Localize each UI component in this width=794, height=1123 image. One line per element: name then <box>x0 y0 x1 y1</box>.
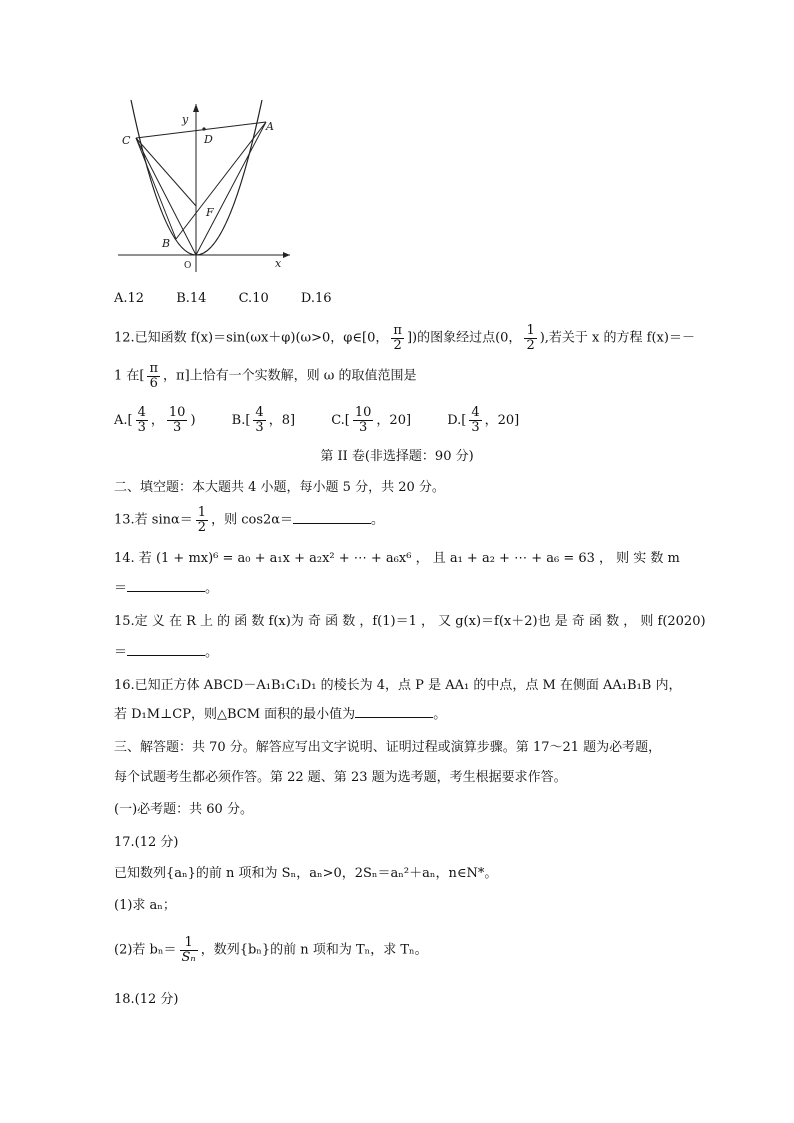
frac-den: Sₙ <box>181 949 196 965</box>
q12-frac-1-2 <box>524 324 536 352</box>
q12-option-b <box>231 405 296 435</box>
section3-line2: 每个试题考生都必须作答。第 22 题、第 23 题为选考题，考生根据要求作答。 <box>114 770 567 785</box>
q12-option-d <box>447 405 520 435</box>
segment-ca <box>136 122 266 138</box>
frac-den: 3 <box>255 419 264 435</box>
q12-line2 <box>114 362 417 390</box>
q17-stem: 已知数列{aₙ}的前 n 项和为 Sₙ，aₙ>0，2Sₙ＝aₙ²＋aₙ，n∈N*。 <box>114 866 498 881</box>
point-d <box>202 127 205 130</box>
q11-option-d: D.16 <box>300 291 332 306</box>
frac-den: 3 <box>359 419 368 435</box>
q13 <box>114 506 384 534</box>
q11-option-b: B.14 <box>176 291 207 306</box>
q16-end: 。 <box>433 707 447 722</box>
frac-den: 3 <box>471 419 480 435</box>
label-d: D <box>204 133 213 146</box>
frac-num: π <box>393 323 402 338</box>
q16-line2 <box>114 705 446 725</box>
frac-num: π <box>149 361 159 376</box>
q15-answer-blank[interactable] <box>127 643 205 656</box>
parabola-figure <box>114 98 294 273</box>
segment-ba <box>176 122 266 239</box>
section3-line1: 三、解答题：共 70 分。解答应写出文字说明、证明过程或演算步骤。第 17～21 题为必考题， <box>114 740 662 755</box>
q13-text-b: ，则 cos2α＝ <box>211 512 294 528</box>
frac-num: 4 <box>255 405 264 420</box>
frac <box>469 406 481 434</box>
q17-frac <box>180 936 198 964</box>
q15-eq: ＝ <box>114 645 128 660</box>
frac-num: 10 <box>168 405 186 420</box>
q13-end: 。 <box>371 512 385 528</box>
q17-part2-text-b: ，数列{bₙ}的前 n 项和为 Tₙ，求 Tₙ。 <box>200 942 428 958</box>
q12-frac-pi-6 <box>147 362 160 390</box>
q11-option-c: C.10 <box>238 291 269 306</box>
frac-den: 2 <box>197 519 207 535</box>
opt-text: ) <box>190 412 196 428</box>
label-c: C <box>122 134 131 147</box>
frac <box>253 406 265 434</box>
frac-num: 1 <box>197 505 207 520</box>
q17-part1: (1)求 aₙ； <box>114 898 176 913</box>
q12-text-d: 1 在[ <box>114 368 145 384</box>
label-a: A <box>266 120 274 133</box>
q12-option-c <box>331 405 412 435</box>
q11-options <box>114 289 360 309</box>
q14-eq: ＝ <box>114 581 128 596</box>
q15-end: 。 <box>205 645 219 660</box>
y-axis-arrow <box>193 104 199 112</box>
frac <box>136 406 148 434</box>
q14-end: 。 <box>205 581 219 596</box>
label-b: B <box>162 237 171 250</box>
label-o: O <box>184 261 192 271</box>
q16-text: 若 D₁M⊥CP，则△BCM 面积的最小值为 <box>114 707 356 722</box>
opt-text: ，8] <box>268 412 296 428</box>
frac-num: 1 <box>526 323 535 338</box>
q14-line1: 14. 若 (1 + mx)⁶ = a₀ + a₁x + a₂x² + ⋯ + a₆x⁶ ， 且 a₁ + a₂ + ⋯ + a₆ = 63 ， 则 实 数 m <box>114 551 680 566</box>
q12-frac-pi-2 <box>391 324 404 352</box>
q16-answer-blank[interactable] <box>355 705 433 718</box>
q17-header: 17.(12 分) <box>114 835 179 850</box>
q12-options <box>114 406 551 434</box>
opt-text: ， <box>150 412 164 428</box>
q13-frac <box>196 506 208 534</box>
opt-text: B.[ <box>231 412 251 428</box>
segment-cb <box>136 138 176 239</box>
q11-option-a: A.12 <box>114 291 145 306</box>
label-y: y <box>182 113 189 126</box>
opt-text: A.[ <box>114 412 133 428</box>
frac-num: 4 <box>471 405 480 420</box>
q12-line1 <box>114 324 695 352</box>
opt-text: D.[ <box>447 412 467 428</box>
x-axis-arrow <box>283 252 290 258</box>
label-f: F <box>206 206 214 219</box>
frac-den: 3 <box>137 419 146 435</box>
q15-line1: 15.定 义 在 R 上 的 函 数 f(x)为 奇 函 数 ，f(1)＝1 ， 又 g(x)＝f(x＋2)也 是 奇 函 数 ， 则 f(2020) <box>114 614 706 629</box>
q17-part2 <box>114 936 428 964</box>
q15-line2 <box>114 643 218 663</box>
q14-line2 <box>114 579 218 599</box>
frac <box>353 406 374 434</box>
q13-text-a: 13.若 sinα＝ <box>114 512 193 528</box>
q12-text-e: ，π]上恰有一个实数解，则 ω 的取值范围是 <box>163 368 417 384</box>
opt-text: ，20] <box>376 412 412 428</box>
required-section-header: (一)必考题：共 60 分。 <box>114 802 253 817</box>
frac-num: 10 <box>354 405 372 420</box>
q14-answer-blank[interactable] <box>127 579 205 592</box>
frac-den: 3 <box>173 419 182 435</box>
frac-den: 2 <box>393 337 402 353</box>
frac <box>167 406 188 434</box>
frac-num: 1 <box>180 936 198 951</box>
q12-option-a <box>114 405 196 435</box>
q18-header: 18.(12 分) <box>114 992 179 1007</box>
q16-line1: 16.已知正方体 ABCD－A₁B₁C₁D₁ 的棱长为 4，点 P 是 AA₁ 的中点，点 M 在侧面 AA₁B₁B 内， <box>114 678 682 693</box>
opt-text: ，20] <box>484 412 520 428</box>
frac-den: 6 <box>149 375 158 391</box>
q13-answer-blank[interactable] <box>293 511 371 524</box>
frac-num: 4 <box>137 405 146 420</box>
q17-part2-text-a: (2)若 bₙ＝ <box>114 942 177 958</box>
opt-text: C.[ <box>331 412 350 428</box>
frac-den: 2 <box>526 337 535 353</box>
label-x: x <box>275 257 282 270</box>
section2-header: 二、填空题：本大题共 4 小题，每小题 5 分，共 20 分。 <box>114 480 445 495</box>
q12-text-c: ),若关于 x 的方程 f(x)＝－ <box>539 330 695 346</box>
q12-text-a: 12.已知函数 f(x)＝sin(ωx＋φ)(ω>0，φ∈[0， <box>114 330 389 346</box>
part2-title: 第 II 卷(非选择题：90 分) <box>320 449 474 464</box>
q12-text-b: ])的图象经过点(0， <box>406 330 522 346</box>
